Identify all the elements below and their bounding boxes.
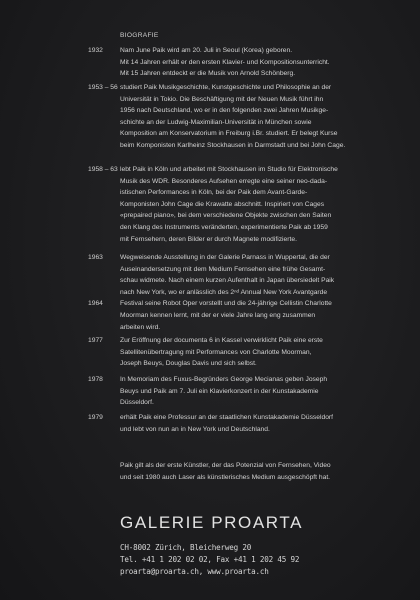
text-line: schau widmete. Nach einem kurzen Aufenthalt in Japan übersiedelt Paik bbox=[120, 277, 335, 285]
closing-paragraph bbox=[120, 460, 370, 483]
text-line: beim Komponisten Karlheinz Stockhausen in Darmstadt und bei John Cage. bbox=[120, 141, 346, 149]
text-line: schichte an der Ludwig-Maximilian-Universität in München sowie bbox=[120, 118, 312, 126]
text-line: Satellitenübertragung mit Performances von Charlotte Moorman, bbox=[120, 348, 312, 356]
text-line: erhält Paik eine Professur an der staatlichen Kunstakademie Düsseldorf bbox=[120, 414, 334, 421]
address-line: CH-8002 Zürich, Bleicherweg 20 bbox=[120, 543, 252, 552]
text-line: den Klang des Instruments veränderten, experimentierte Paik ab 1959 bbox=[120, 223, 328, 231]
text-line: «prepaired piano», bei dem verschiedene Objekte zwischen den Saiten bbox=[120, 212, 332, 220]
text-line: Universität in Tokio. Die Beschäftigung mit der Neuen Musik führt ihn bbox=[120, 95, 324, 103]
entry-year: 1958 – 63 bbox=[88, 166, 118, 173]
text-line: 1956 nach Deutschland, wo er in den folgenden zwei Jahren Musikge- bbox=[120, 107, 329, 115]
text-line: Mit 14 Jahren erhält er den ersten Klavier- und Kompositionsunterricht. bbox=[120, 58, 330, 66]
entry-year: 1963 bbox=[88, 254, 103, 261]
section-heading: BIOGRAFIE bbox=[120, 32, 159, 39]
text-line: Düsseldorf. bbox=[120, 399, 154, 407]
entry-year: 1953 – 56 bbox=[88, 84, 118, 91]
gallery-logo: GALERIE PROARTA bbox=[120, 513, 304, 532]
text-line: Joseph Beuys, Douglas Davis und sich selbst. bbox=[120, 360, 257, 368]
text-line: Mit 15 Jahren entdeckt er die Musik von Arnold Schönberg. bbox=[120, 70, 296, 78]
entry-text bbox=[120, 335, 365, 370]
entry-text bbox=[120, 45, 365, 80]
entry-text bbox=[120, 252, 365, 333]
text-line: Zur Eröffnung der documenta 6 in Kassel verwirklicht Paik eine erste bbox=[120, 337, 323, 344]
entry-year-1964: 1964 bbox=[88, 300, 103, 308]
text-line: Festival seine Robot Oper vorstellt und die 24-jährige Cellistin Charlotte bbox=[120, 300, 332, 308]
entry-year: 1978 bbox=[88, 376, 103, 383]
text-line: studiert Paik Musikgeschichte, Kunstgeschichte und Philosophie an der bbox=[120, 84, 332, 91]
text-line: lebt Paik in Köln und arbeitet mit Stockhausen im Studio für Elektronische bbox=[120, 166, 338, 173]
text-line: Wegweisende Ausstellung in der Galerie Parnass in Wuppertal, die der bbox=[120, 254, 330, 261]
text-line: arbeiten wird. bbox=[120, 323, 161, 331]
entry-year: 1977 bbox=[88, 337, 103, 344]
text-line: nach New York, wo er anlässlich des 2ⁿᵈ Annual New York Avantgarde bbox=[120, 288, 328, 296]
entry-text bbox=[120, 82, 365, 152]
entry-text bbox=[120, 412, 365, 435]
entry-year: 1979 bbox=[88, 414, 103, 421]
text-line: In Memoriam des Fuxus-Begründers George Mecianas geben Joseph bbox=[120, 376, 328, 383]
phone-line: Tel. +41 1 202 02 02, Fax +41 1 202 45 92 bbox=[120, 555, 300, 565]
text-line: Beuys und Paik am 7. Juli ein Klavierkonzert in der Kunstakademie bbox=[120, 387, 319, 395]
text-line: Komponisten John Cage die Krawatte abschnitt. Inspiriert von Cages bbox=[120, 200, 325, 208]
text-line: Komposition am Konservatorium in Freiburg i.Br. studiert. Er belegt Kurse bbox=[120, 130, 338, 138]
entry-year: 1932 bbox=[88, 47, 103, 54]
text-line: mit Fernsehern, deren Bilder er durch Magnete modifizierte. bbox=[120, 235, 297, 243]
text-line: Nam June Paik wird am 20. Juli in Seoul (Korea) geboren. bbox=[120, 47, 293, 54]
text-line: Musik des WDR. Besonderes Aufsehen erregte eine seiner neo-dada- bbox=[120, 177, 328, 185]
text-line: und lebt von nun an in New York und Deutschland. bbox=[120, 425, 270, 433]
text-line: Moorman kennen lernt, mit der er viele Jahre lang eng zusammen bbox=[120, 311, 316, 319]
text-line: Auseinandersetzung mit dem Medium Fernsehen eine frühe Gesamt- bbox=[120, 265, 326, 273]
entry-text bbox=[120, 374, 365, 409]
text-line: istischen Performances in Köln, bei der Paik dem Avant-Garde- bbox=[120, 189, 308, 197]
contact-block bbox=[120, 542, 299, 579]
text-line: und seit 1980 auch Laser als künstlerisches Medium ausgeschöpft hat. bbox=[120, 473, 331, 481]
entry-text bbox=[120, 164, 365, 245]
text-line: Paik gilt als der erste Künstler, der das Potenzial von Fernsehen, Video bbox=[120, 462, 331, 469]
web-line: proarta@proarta.ch, www.proarta.ch bbox=[120, 567, 269, 577]
